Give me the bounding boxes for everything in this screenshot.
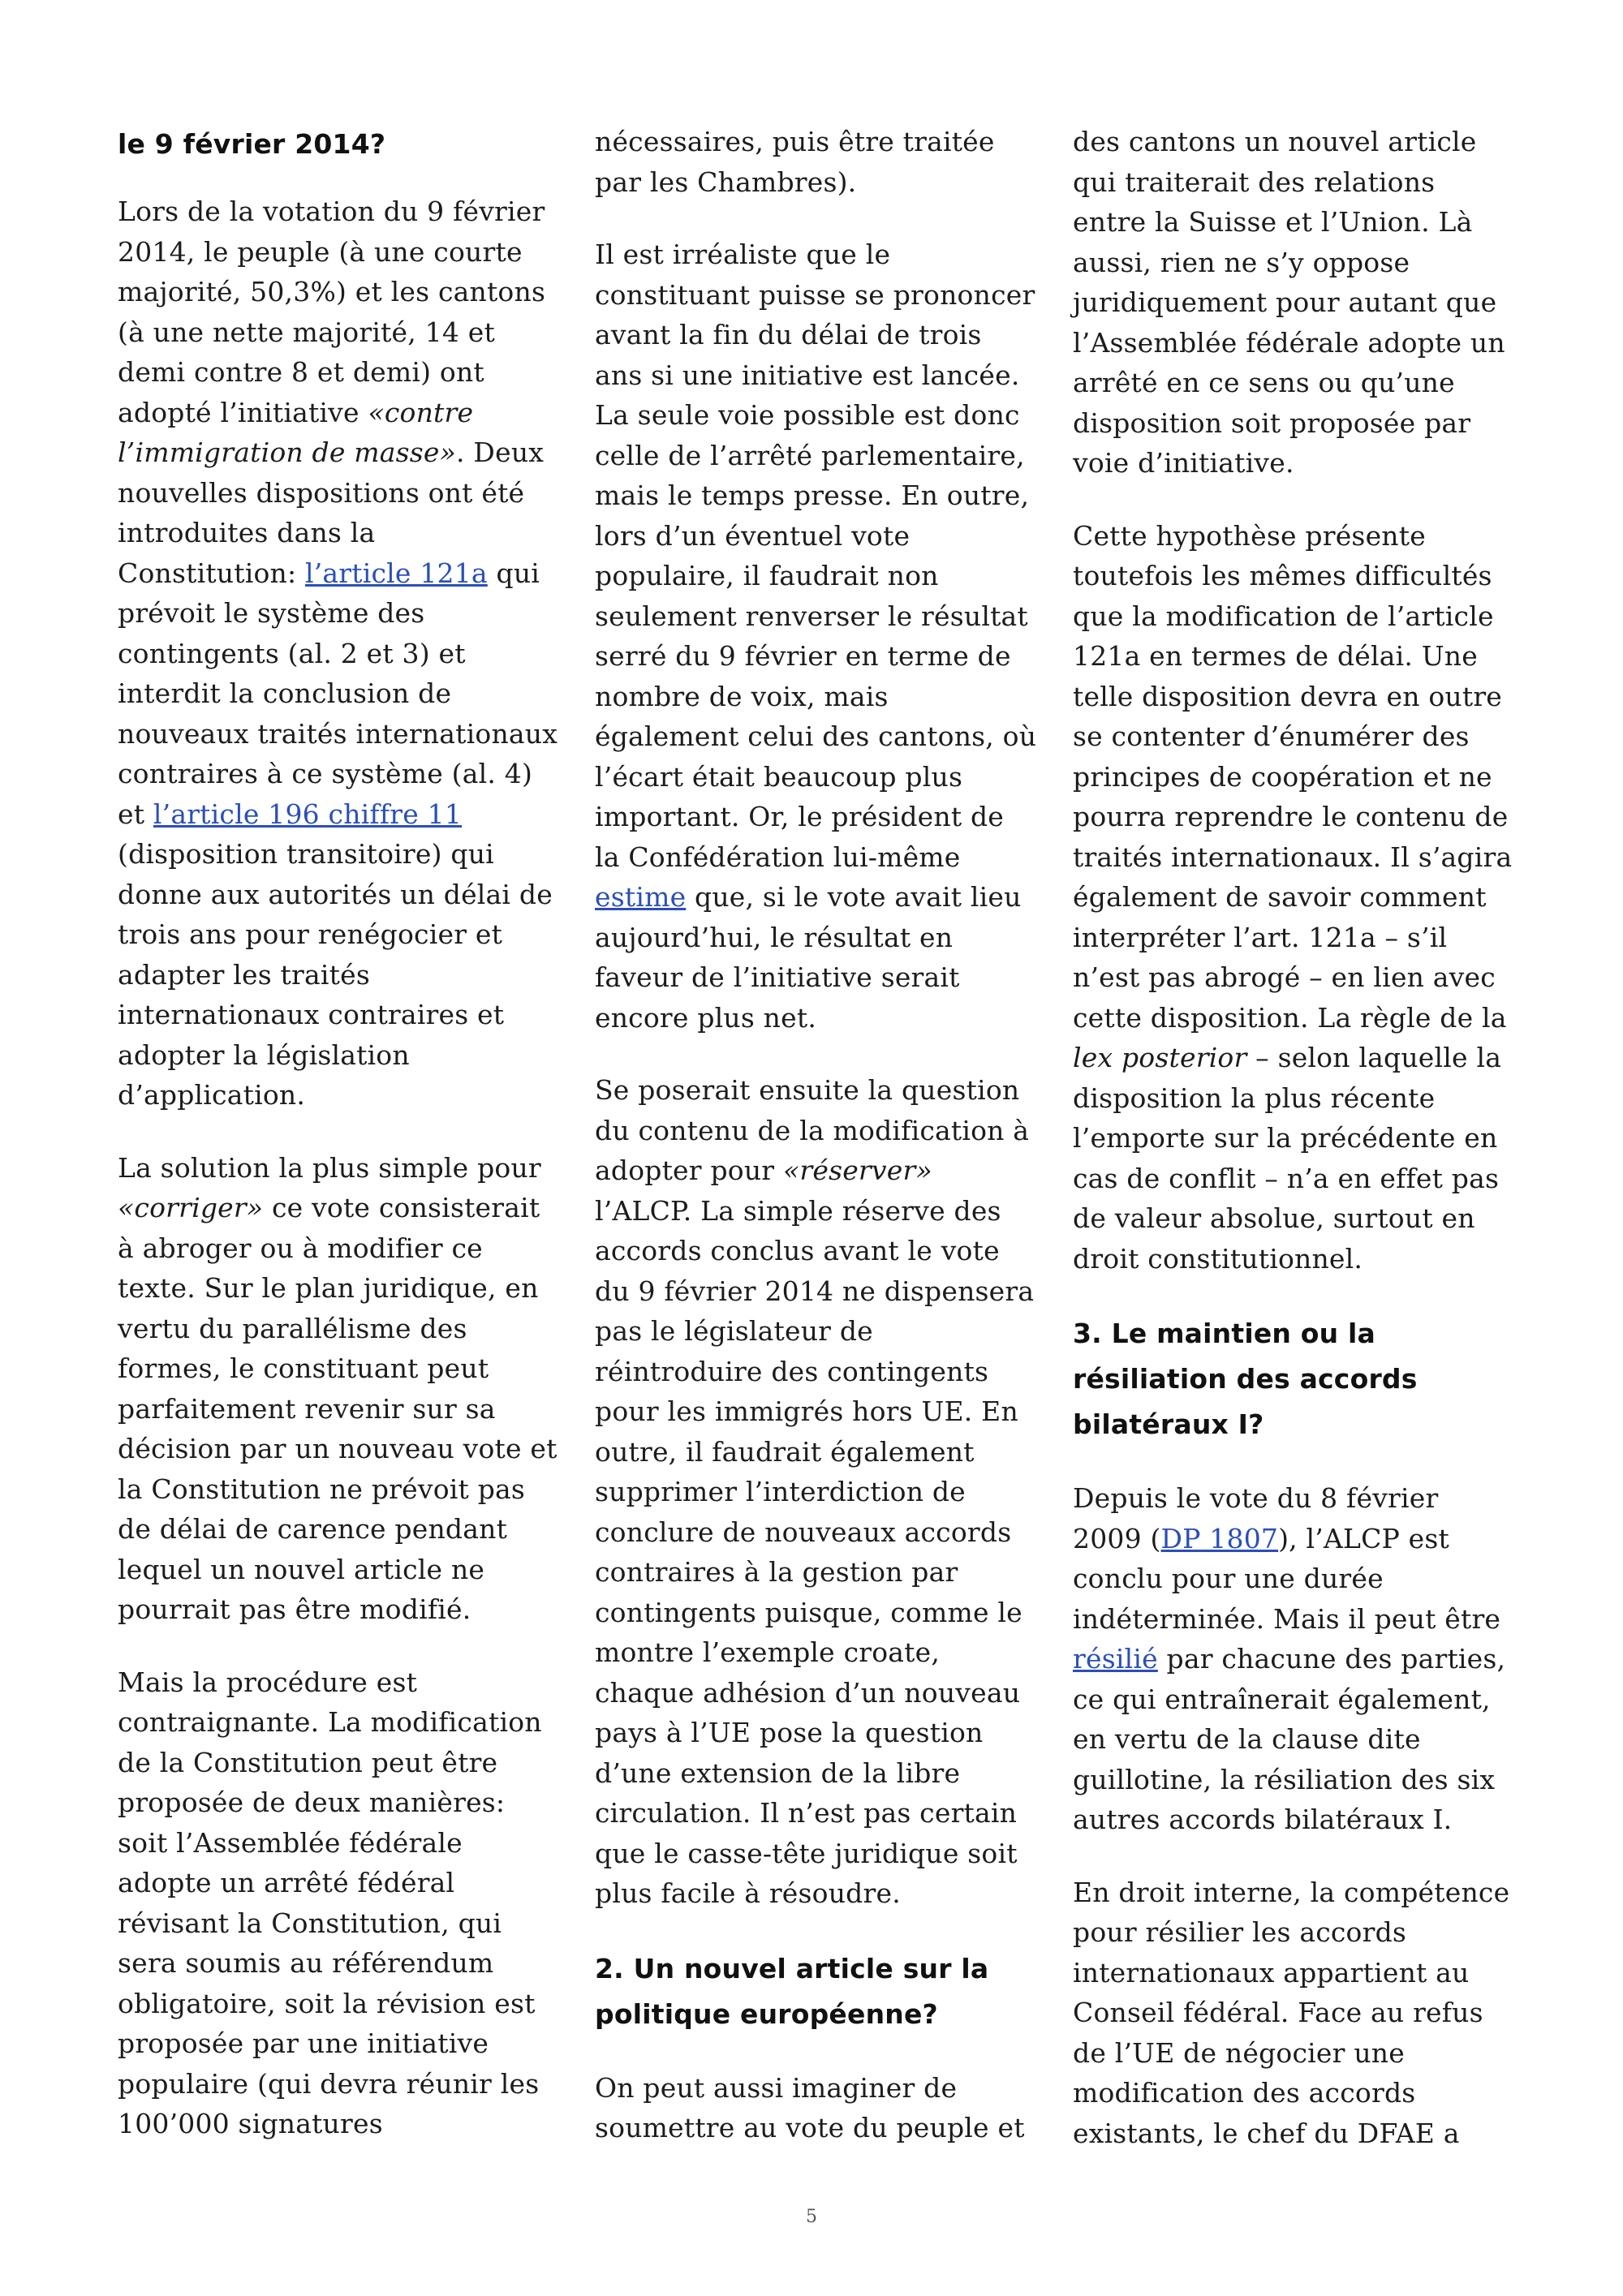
paragraph: nécessaires, puis être traitée par les Chambres). [595, 126, 995, 198]
text-run: l’ALCP. La simple réserve des accords conclus avant le vote du 9 février 2014 ne dispensera pas le législateur de réintroduire des contingents pour les immigrés hors UE. En outre, il faudrait également supprimer l’interdiction de conclure de nouveaux accords contraires à la gestion par contingents puisque, comme le montre l’exemple croate, chaque adhésion d’un nouveau pays à l’UE pose la question d’une extension de la libre circulation. Il n’est pas certain que le casse-tête juridique soit plus facile à résoudre. [595, 1194, 1035, 1909]
paragraph: En droit interne, la compétence pour résilier les accords internationaux appartient au Conseil fédéral. Face au refus de l’UE de négocier une modification des accords existants, le chef du DFAE a [1073, 1876, 1510, 2149]
dp-1807-link[interactable]: DP 1807 [1160, 1522, 1279, 1554]
resilie-link[interactable]: résilié [1073, 1643, 1158, 1675]
estime-link[interactable]: estime [595, 881, 687, 913]
column-2 [595, 122, 1037, 2181]
page-number: 5 [806, 2207, 817, 2227]
paragraph [595, 1070, 1037, 1914]
paragraph [1073, 1478, 1515, 1840]
text-run: Se poserait ensuite la question du contenu de la modification à adopter pour [595, 1074, 1030, 1186]
section-heading: 2. Un nouvel article sur la politique européenne? [595, 1952, 989, 2030]
text-run: Depuis le vote du 8 février 2009 ( [1073, 1482, 1439, 1554]
paragraph: On peut aussi imaginer de soumettre au vote du peuple et [595, 2071, 1025, 2143]
text-run: ), l’ALCP est conclu pour une durée indéterminée. Mais il peut être [1073, 1522, 1501, 1635]
paragraph [1073, 516, 1515, 1279]
paragraph [595, 234, 1037, 1038]
emphasis-text: lex posterior [1073, 1042, 1247, 1073]
text-run: que, si le vote avait lieu aujourd’hui, le résultat en faveur de l’initiative serait encore plus net. [595, 881, 1022, 1034]
paragraph [118, 1148, 560, 1630]
text-run: Cette hypothèse présente toutefois les mêmes difficultés que la modification de l’article 121a en termes de délai. Une telle disposition devra en outre se contenter d’énumérer des principes de coopération et ne pourra reprendre le contenu de traités internationaux. Il s’agira également de savoir comment interpréter l’art. 121a – s’il n’est pas abrogé – en lien avec cette disposition. La règle de la [1073, 519, 1513, 1034]
text-run: qui prévoit le système des contingents (al. 2 et 3) et interdit la conclusion de nouveaux traités internationaux contraires à ce système (al. 4) et [118, 557, 558, 830]
text-run: (disposition transitoire) qui donne aux autorités un délai de trois ans pour renégocier et adapter les traités internationaux contraires et adopter la législation d’application. [118, 838, 553, 1111]
paragraph: des cantons un nouvel article qui traiterait des relations entre la Suisse et l’Union. Là aussi, rien ne s’y oppose juridiquement pour autant que l’Assemblée fédérale adopte un arrêté en ce sens ou qu’une disposition soit proposée par voie d’initiative. [1073, 126, 1505, 479]
text-run: – selon laquelle la disposition la plus récente l’emporte sur la précédente en cas de conflit – n’a en effet pas de valeur absolue, surtout en droit constitutionnel. [1073, 1042, 1502, 1275]
article-121a-link[interactable]: l’article 121a [304, 557, 488, 589]
emphasis-text: «corriger» [118, 1192, 264, 1223]
text-run: . Deux nouvelles dispositions ont été introduites dans la Constitution: [118, 436, 545, 589]
emphasis-text: «réserver» [782, 1154, 932, 1186]
text-run: ce vote consisterait à abroger ou à modifier ce texte. Sur le plan juridique, en vertu du parallélisme des formes, le constituant peut parfaitement revenir sur sa décision par un nouveau vote et la Constitution ne prévoit pas de délai de carence pendant lequel un nouvel article ne pourrait pas être modifié. [118, 1192, 558, 1625]
section-heading: 3. Le maintien ou la résiliation des accords bilatéraux I? [1073, 1318, 1418, 1440]
text-run: Il est irréaliste que le constituant puisse se prononcer avant la fin du délai de trois ans si une initiative est lancée. La seule voie possible est donc celle de l’arrêté parlementaire, mais le temps presse. En outre, lors d’un éventuel vote populaire, il faudrait non seulement renverser le résultat serré du 9 février en terme de nombre de voix, mais également celui des cantons, où l’écart était beaucoup plus important. Or, le président de la Confédération lui-même [595, 239, 1037, 873]
paragraph: Mais la procédure est contraignante. La modification de la Constitution peut être proposée de deux manières: soit l’Assemblée fédérale adopte un arrêté fédéral révisant la Constitution, qui sera soumis au référendum obligatoire, soit la révision est proposée par une initiative populaire (qui devra réunir les 100’000 signatures [118, 1666, 542, 2139]
text-run: par chacune des parties, ce qui entraînerait également, en vertu de la clause dite guillotine, la résiliation des six autres accords bilatéraux I. [1073, 1643, 1506, 1835]
article-196-link[interactable]: l’article 196 chiffre 11 [153, 798, 463, 830]
emphasis-text: «contre l’immigration de masse» [118, 396, 474, 468]
paragraph [118, 191, 560, 1116]
text-run: Lors de la votation du 9 février 2014, le peuple (à une courte majorité, 50,3%) et les cantons (à une nette majorité, 14 et demi contre 8 et demi) ont adopté l’initiative [118, 196, 546, 428]
column-3 [1073, 122, 1515, 2186]
section-heading: le 9 février 2014? [118, 128, 386, 160]
column-1 [118, 122, 560, 2177]
text-run: La solution la plus simple pour [118, 1151, 541, 1184]
